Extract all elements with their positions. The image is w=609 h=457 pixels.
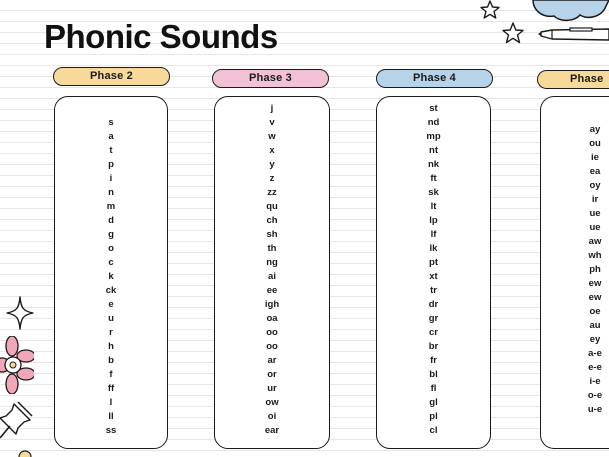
sound-item: f <box>109 369 113 380</box>
sound-item: ew <box>588 292 602 303</box>
sound-item: oo <box>266 327 278 338</box>
sound-item: qu <box>266 201 278 212</box>
sound-item: sk <box>428 187 439 198</box>
sound-item: ck <box>105 285 117 296</box>
sound-item: or <box>267 369 277 380</box>
sound-item: c <box>108 257 114 268</box>
sound-item: ir <box>591 194 599 205</box>
sound-item: ue <box>589 208 601 219</box>
sound-item: m <box>106 201 116 212</box>
sound-item: o-e <box>587 390 603 401</box>
sound-item: n <box>108 187 114 198</box>
sound-item: ie <box>591 152 599 163</box>
sound-item: sh <box>266 229 278 240</box>
sound-item: ear <box>264 425 280 436</box>
sound-item: p <box>108 159 114 170</box>
sound-item: lt <box>430 201 437 212</box>
phase-3-label <box>212 69 329 88</box>
sound-item: ft <box>430 173 437 184</box>
sound-item: lk <box>429 243 438 254</box>
sound-item: wh <box>588 250 602 261</box>
sound-item: ss <box>105 425 117 436</box>
sound-item: gl <box>429 397 438 408</box>
sound-item: ou <box>589 138 601 149</box>
page-title: Phonic Sounds <box>44 18 278 55</box>
sound-item: pl <box>429 411 438 422</box>
sound-item: nk <box>427 159 440 170</box>
sound-item: au <box>589 320 601 331</box>
sound-item: s <box>108 117 114 128</box>
sound-item: oa <box>266 313 278 324</box>
sound-item: oe <box>589 306 601 317</box>
sound-item: ar <box>267 355 277 366</box>
sound-item: ur <box>267 383 277 394</box>
sound-item: t <box>109 145 113 156</box>
sound-item: ll <box>108 411 114 422</box>
sound-item: ch <box>266 215 278 226</box>
sound-item: lf <box>430 229 437 240</box>
sound-item: j <box>270 103 274 114</box>
sound-item: a <box>108 131 114 142</box>
sound-item: cl <box>429 425 438 436</box>
sound-item: ph <box>589 264 601 275</box>
star-icon <box>478 0 502 20</box>
sound-item: ue <box>589 222 601 233</box>
sound-item: b <box>108 355 114 366</box>
sound-item: mp <box>426 131 441 142</box>
phase-4-label <box>376 69 493 88</box>
sound-item: r <box>109 327 113 338</box>
sound-item: fr <box>430 355 437 366</box>
sound-item: ay <box>589 124 601 135</box>
sound-item: ey <box>589 334 601 345</box>
sound-item: fl <box>430 383 437 394</box>
phase-2-label-text: Phase 2 <box>90 70 133 82</box>
sound-item: a-e <box>588 348 602 359</box>
sound-item: y <box>269 159 275 170</box>
sound-item: u-e <box>587 404 603 415</box>
sound-item: aw <box>588 236 602 247</box>
flower-icon <box>0 336 34 394</box>
sound-item: x <box>269 145 275 156</box>
sound-item: nd <box>427 117 440 128</box>
phase-5-label <box>537 70 609 89</box>
sound-item: ea <box>589 166 601 177</box>
sound-item: l <box>109 397 113 408</box>
sound-item: u <box>108 313 114 324</box>
sound-item: cr <box>429 327 438 338</box>
sound-item: h <box>108 341 114 352</box>
phase-4-panel <box>376 96 491 449</box>
phase-4-label-text: Phase 4 <box>413 72 456 84</box>
phase-3-label-text: Phase 3 <box>249 72 292 84</box>
phase-2-sound-list <box>55 116 167 438</box>
sound-item: i-e <box>589 376 601 387</box>
sound-item: tr <box>430 285 437 296</box>
star-icon <box>500 21 526 45</box>
sound-item: g <box>108 229 114 240</box>
pushpin-icon <box>0 398 38 442</box>
sound-item: igh <box>264 299 280 310</box>
phase-3-panel <box>214 96 330 449</box>
sound-item: oo <box>266 341 278 352</box>
sound-item: oy <box>589 180 601 191</box>
phase-4-sound-list <box>377 102 490 438</box>
sound-item: lp <box>429 215 438 226</box>
sound-item: pt <box>429 257 438 268</box>
phase-5-label-text: Phase <box>570 73 604 85</box>
sound-item: ee <box>266 285 278 296</box>
sound-item: xt <box>429 271 438 282</box>
sound-item: bl <box>429 369 438 380</box>
sound-item: st <box>429 103 438 114</box>
sound-item: o <box>108 243 114 254</box>
sound-item: z <box>269 173 275 184</box>
cloud-icon <box>530 0 609 22</box>
sound-item: w <box>268 131 276 142</box>
phase-5-sound-list <box>581 123 609 417</box>
sparkle-icon <box>6 296 34 330</box>
sun-icon <box>18 450 32 457</box>
phase-2-panel <box>54 96 168 449</box>
sound-item: e <box>108 299 114 310</box>
sound-item: ew <box>588 278 602 289</box>
sound-item: ff <box>107 383 115 394</box>
sound-item: ng <box>266 257 278 268</box>
sound-item: v <box>269 117 275 128</box>
sound-item: th <box>267 243 277 254</box>
sound-item: br <box>428 341 439 352</box>
sound-item: i <box>109 173 113 184</box>
sound-item: oi <box>267 411 277 422</box>
sound-item: zz <box>267 187 277 198</box>
sound-item: ow <box>265 397 279 408</box>
sound-item: nt <box>429 145 438 156</box>
sound-item: ai <box>268 271 276 282</box>
sound-item: gr <box>428 313 439 324</box>
phase-3-sound-list <box>215 102 329 438</box>
sound-item: k <box>108 271 114 282</box>
pen-icon <box>538 24 609 46</box>
phase-5-panel <box>540 96 609 449</box>
phase-2-label <box>53 67 170 86</box>
sound-item: d <box>108 215 114 226</box>
sound-item: e-e <box>588 362 602 373</box>
sound-item: dr <box>428 299 439 310</box>
